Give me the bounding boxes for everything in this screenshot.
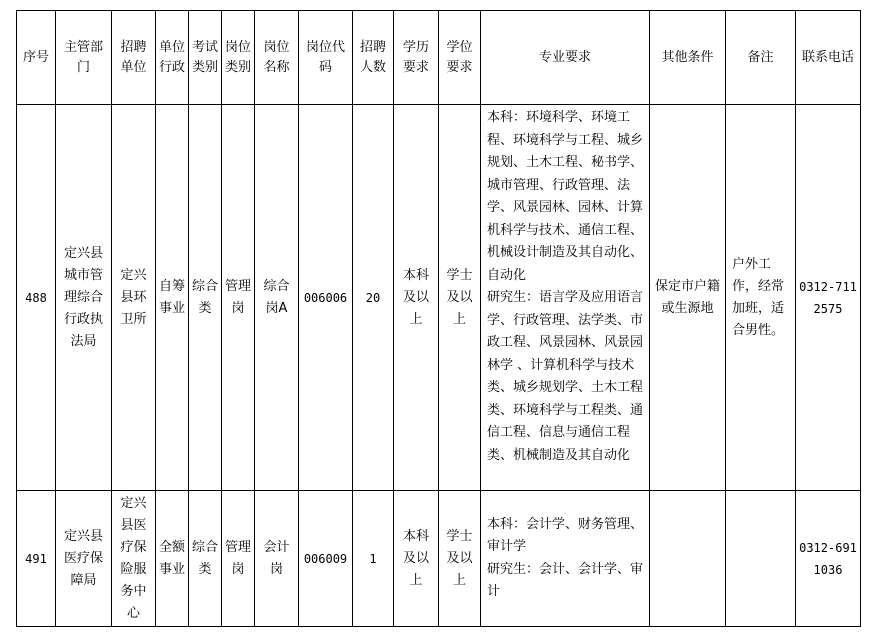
header-post-code: 岗位代码 [299,11,353,105]
header-seq: 序号 [17,11,56,105]
cell-unit: 定兴县医疗保险服务中心 [112,491,156,627]
cell-exam-type: 综合类 [189,491,222,627]
cell-dept: 定兴县城市管理综合行政执法局 [56,105,112,491]
cell-post-name: 会计岗 [255,491,299,627]
header-degree: 学位要求 [439,11,481,105]
table-row [17,105,861,491]
cell-phone: 0312-6911036 [796,491,861,627]
header-other: 其他条件 [650,11,726,105]
header-unit: 招聘单位 [112,11,156,105]
header-dept: 主管部门 [56,11,112,105]
cell-post-name: 综合岗A [255,105,299,491]
major-undergrad: 本科：会计学、财务管理、审计学 [487,516,644,554]
cell-degree: 学士及以上 [439,491,481,627]
header-edu: 学历要求 [394,11,439,105]
cell-edu: 本科及以上 [394,105,439,491]
header-exam-type: 考试类别 [189,11,222,105]
cell-unit-type: 全额事业 [156,491,189,627]
cell-post-code: 006006 [299,105,353,491]
major-undergrad: 本科：环境科学、环境工程、环境科学与工程、城乡规划、土木工程、秘书学、城市管理、行政管理、法学、风景园林、园林、计算机科学与技术、通信工程、机械设计制造及其自动化、自动化 [487,110,644,283]
cell-edu: 本科及以上 [394,491,439,627]
cell-count: 1 [353,491,394,627]
header-major: 专业要求 [481,11,650,105]
cell-phone: 0312-7112575 [796,105,861,491]
major-grad: 研究生：语言学及应用语言学、行政管理、法学类、市政工程、风景园林、风景园林学 、计算机科学与技术类、城乡规划学、土木工程类、环境科学与工程类、通信工程、信息与通信工程类、机械制造及其自动化 [487,290,644,463]
major-grad: 研究生：会计、会计学、审计 [487,561,644,599]
header-post-name: 岗位名称 [255,11,299,105]
header-count: 招聘人数 [353,11,394,105]
cell-other [650,491,726,627]
cell-unit: 定兴县环卫所 [112,105,156,491]
cell-note: 户外工作，经常加班，适合男性。 [726,105,796,491]
header-row [17,11,861,105]
cell-count: 20 [353,105,394,491]
table-row [17,491,861,627]
cell-unit-type: 自筹事业 [156,105,189,491]
cell-major [481,491,650,627]
cell-post-code: 006009 [299,491,353,627]
cell-seq: 491 [17,491,56,627]
cell-seq: 488 [17,105,56,491]
cell-post-type: 管理岗 [222,491,255,627]
job-table [16,10,861,627]
cell-degree: 学士及以上 [439,105,481,491]
cell-note [726,491,796,627]
header-post-type: 岗位类别 [222,11,255,105]
header-phone: 联系电话 [796,11,861,105]
cell-exam-type: 综合类 [189,105,222,491]
cell-post-type: 管理岗 [222,105,255,491]
cell-major [481,105,650,491]
header-unit-type: 单位行政 [156,11,189,105]
header-note: 备注 [726,11,796,105]
cell-other: 保定市户籍或生源地 [650,105,726,491]
cell-dept: 定兴县医疗保障局 [56,491,112,627]
